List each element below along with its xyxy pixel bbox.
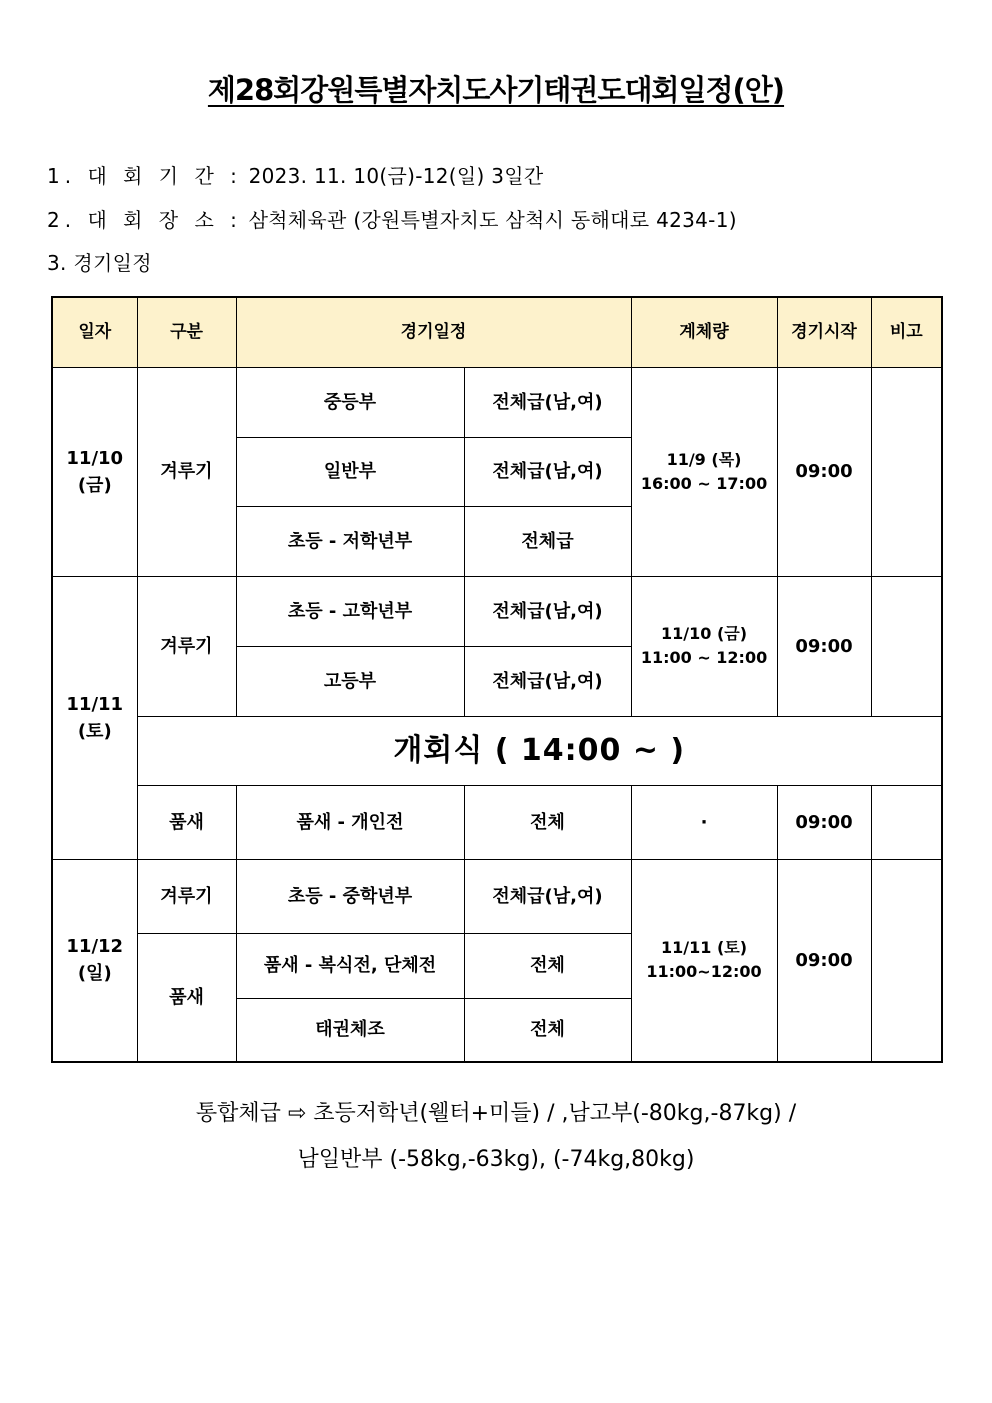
- header-weigh-in: 계체량: [631, 297, 777, 367]
- day3-note: [871, 859, 942, 1062]
- header-category: 구분: [137, 297, 236, 367]
- period-label: 1. 대 회 기 간 :: [47, 164, 242, 188]
- day2-start: 09:00: [777, 576, 871, 716]
- footer-line-1: 통합체급 ⇨ 초등저학년(웰터+미들) / ,남고부(-80kg,-87kg) /: [195, 1101, 797, 1126]
- day2-weigh-in: [631, 576, 777, 716]
- day2-class-2: 전체급(남,여): [464, 646, 631, 716]
- info-period: [47, 160, 544, 189]
- day2-date: 11/11: [66, 693, 124, 715]
- day1-division-3: 초등 - 저학년부: [236, 506, 464, 576]
- day2-poomsae-class: 전체: [464, 785, 631, 859]
- day3-date: 11/12: [66, 936, 124, 958]
- day1-date: 11/10: [66, 447, 124, 469]
- day2-weekday: (토): [77, 720, 112, 742]
- header-start: 경기시작: [777, 297, 871, 367]
- page-title-text: 제28회강원특별자치도사기태권도대회일정(안): [207, 73, 785, 107]
- footer-line-2: 남일반부 (-58kg,-63kg), (-74kg,80kg): [297, 1147, 695, 1172]
- info-schedule-label: [47, 247, 152, 276]
- day2-date-cell: [52, 576, 137, 859]
- table-row: [52, 576, 942, 646]
- day1-weekday: (금): [77, 474, 112, 496]
- day1-weigh-time: 16:00 ~ 17:00: [640, 473, 768, 493]
- day3-class-1: 전체급(남,여): [464, 859, 631, 933]
- day3-category-poomsae: 품새: [137, 933, 236, 1062]
- day3-division-1: 초등 - 중학년부: [236, 859, 464, 933]
- day3-weekday: (일): [77, 963, 112, 985]
- venue-label: 2. 대 회 장 소 :: [47, 208, 242, 232]
- day1-start: 09:00: [777, 367, 871, 576]
- day1-category: 겨루기: [137, 367, 236, 576]
- day2-note: [871, 576, 942, 716]
- day1-weigh-in: [631, 367, 777, 576]
- day2-poomsae-division: 품새 - 개인전: [236, 785, 464, 859]
- day2-division-1: 초등 - 고학년부: [236, 576, 464, 646]
- venue-value: 삼척체육관 (강원특별자치도 삼척시 동해대로 4234-1): [248, 208, 737, 232]
- day3-class-3: 전체: [464, 998, 631, 1062]
- schedule-label: 3. 경기일정: [47, 251, 152, 275]
- table-row: [52, 367, 942, 437]
- day2-poomsae-weigh-in: ·: [631, 785, 777, 859]
- info-venue: [47, 204, 737, 233]
- day1-division-1: 중등부: [236, 367, 464, 437]
- day1-class-3: 전체급: [464, 506, 631, 576]
- day1-weigh-date: 11/9 (목): [666, 449, 742, 469]
- header-note: 비고: [871, 297, 942, 367]
- day3-date-cell: [52, 859, 137, 1062]
- opening-ceremony: 개회식 ( 14:00 ~ ): [137, 716, 942, 785]
- day2-poomsae-start: 09:00: [777, 785, 871, 859]
- day3-class-2: 전체: [464, 933, 631, 998]
- schedule-table: [51, 296, 943, 1063]
- day1-note: [871, 367, 942, 576]
- header-schedule: 경기일정: [236, 297, 631, 367]
- day3-category-kyorugi: 겨루기: [137, 859, 236, 933]
- day2-division-2: 고등부: [236, 646, 464, 716]
- table-row: [52, 785, 942, 859]
- table-row: [52, 859, 942, 933]
- day2-class-1: 전체급(남,여): [464, 576, 631, 646]
- day2-category: 겨루기: [137, 576, 236, 716]
- header-row: [52, 297, 942, 367]
- day2-weigh-time: 11:00 ~ 12:00: [640, 648, 768, 667]
- day3-weigh-date: 11/11 (토): [661, 938, 748, 958]
- day1-class-2: 전체급(남,여): [464, 437, 631, 506]
- period-value: 2023. 11. 10(금)-12(일) 3일간: [248, 164, 544, 188]
- table-row: [52, 716, 942, 785]
- day2-poomsae-note: [871, 785, 942, 859]
- day1-division-2: 일반부: [236, 437, 464, 506]
- day3-weigh-time: 11:00~12:00: [646, 962, 762, 982]
- day1-class-1: 전체급(남,여): [464, 367, 631, 437]
- day1-date-cell: [52, 367, 137, 576]
- day2-poomsae-category: 품새: [137, 785, 236, 859]
- day3-division-3: 태권체조: [236, 998, 464, 1062]
- day3-division-2: 품새 - 복식전, 단체전: [236, 933, 464, 998]
- page-title: [0, 68, 992, 109]
- day3-start: 09:00: [777, 859, 871, 1062]
- header-date: 일자: [52, 297, 137, 367]
- day2-weigh-date: 11/10 (금): [661, 624, 748, 643]
- day3-weigh-in: [631, 859, 777, 1062]
